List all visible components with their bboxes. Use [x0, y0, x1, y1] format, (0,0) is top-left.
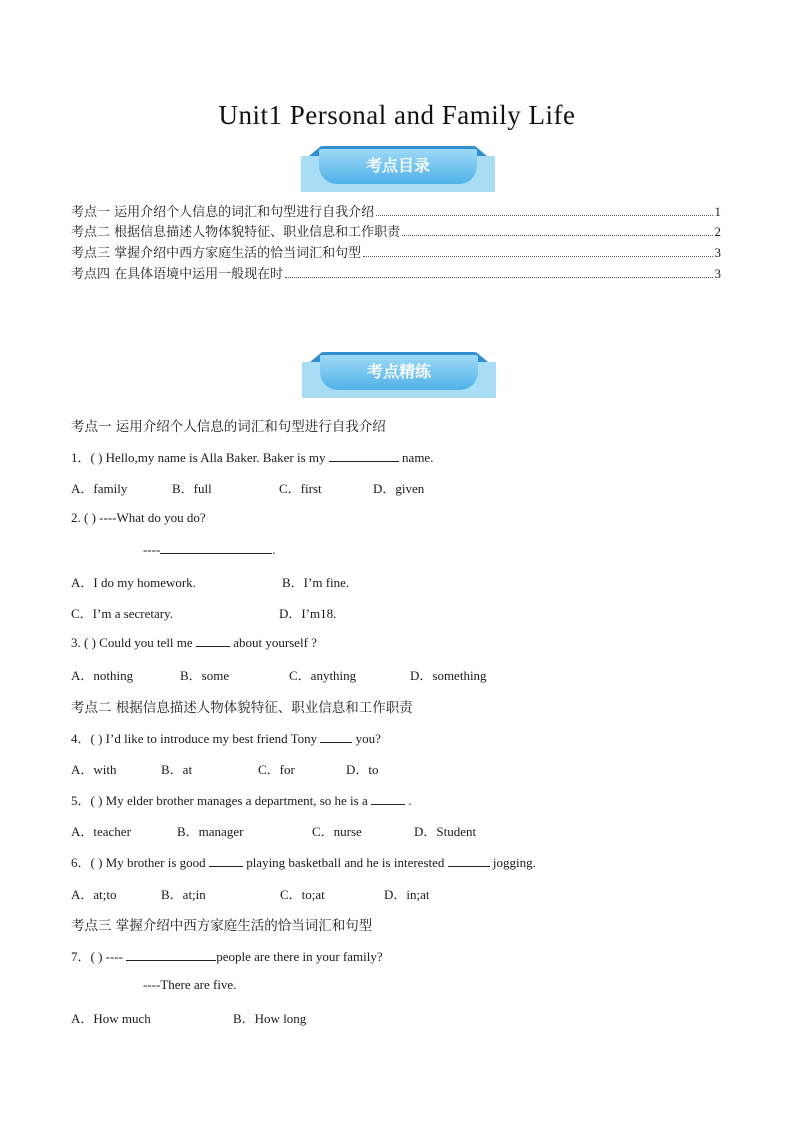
- option[interactable]: D．Student: [414, 824, 477, 839]
- toc-item[interactable]: 考点三 掌握介绍中西方家庭生活的恰当词汇和句型 3: [71, 245, 721, 261]
- option[interactable]: B．some: [180, 668, 230, 683]
- question-2: 2. ( ) ----What do you do?: [71, 510, 206, 525]
- option[interactable]: A．with: [71, 762, 117, 777]
- answer-blank[interactable]: [126, 948, 216, 961]
- answer-blank[interactable]: [196, 634, 230, 647]
- option[interactable]: A．at;to: [71, 887, 117, 902]
- option[interactable]: C．anything: [289, 668, 357, 683]
- answer-blank[interactable]: [371, 792, 405, 805]
- section-banner: [302, 352, 496, 400]
- option[interactable]: D．given: [373, 481, 425, 496]
- option[interactable]: B．How long: [233, 1011, 307, 1026]
- option[interactable]: B．full: [172, 481, 212, 496]
- document-title: Unit1 Personal and Family Life: [218, 100, 576, 130]
- option[interactable]: A．family: [71, 481, 128, 496]
- option[interactable]: A．How much: [71, 1011, 151, 1026]
- option[interactable]: D．in;at: [384, 887, 430, 902]
- option[interactable]: C．nurse: [312, 824, 362, 839]
- answer-blank[interactable]: [209, 854, 243, 867]
- question-5: 5．( ) My elder brother manages a department, so he is a .: [71, 793, 412, 808]
- answer-blank[interactable]: [320, 730, 352, 743]
- option[interactable]: C．to;at: [280, 887, 325, 902]
- option[interactable]: D．to: [346, 762, 379, 777]
- option[interactable]: C．first: [279, 481, 322, 496]
- option[interactable]: A．nothing: [71, 668, 134, 683]
- toc-item[interactable]: 考点二 根据信息描述人物体貌特征、职业信息和工作职责 2: [71, 224, 721, 240]
- question-1: 1．( ) Hello,my name is Alla Baker. Baker is my name.: [71, 450, 434, 465]
- answer-blank[interactable]: [329, 449, 399, 462]
- section-heading-1: 考点一 运用介绍个人信息的词汇和句型进行自我介绍: [71, 419, 386, 435]
- toc-item[interactable]: 考点四 在具体语境中运用一般现在时 3: [71, 266, 721, 282]
- answer-blank[interactable]: [448, 854, 490, 867]
- option[interactable]: C．I’m a secretary.: [71, 606, 174, 621]
- question-7: 7．( ) ---- people are there in your family?: [71, 949, 383, 964]
- question-4: 4．( ) I’d like to introduce my best friend Tony you?: [71, 731, 381, 746]
- option[interactable]: B．I’m fine.: [282, 575, 350, 590]
- question-7-reply: ----There are five.: [143, 977, 237, 992]
- option[interactable]: B．at: [161, 762, 193, 777]
- option[interactable]: D．something: [410, 668, 487, 683]
- toc-banner-label: 考点目录: [319, 146, 477, 184]
- question-3: 3. ( ) Could you tell me about yourself ?: [71, 635, 317, 650]
- toc-banner: [301, 146, 495, 194]
- option[interactable]: A．I do my homework.: [71, 575, 196, 590]
- question-6: 6．( ) My brother is good playing basketball and he is interested jogging.: [71, 855, 536, 870]
- answer-blank[interactable]: [160, 541, 272, 554]
- section-heading-2: 考点二 根据信息描述人物体貌特征、职业信息和工作职责: [71, 700, 413, 716]
- option[interactable]: A．teacher: [71, 824, 131, 839]
- option[interactable]: C．for: [258, 762, 295, 777]
- option[interactable]: B．manager: [177, 824, 244, 839]
- section-banner-label: 考点精练: [320, 352, 478, 390]
- option[interactable]: D．I’m18.: [279, 606, 337, 621]
- option[interactable]: B．at;in: [161, 887, 206, 902]
- section-heading-3: 考点三 掌握介绍中西方家庭生活的恰当词汇和句型: [71, 918, 373, 934]
- toc-item[interactable]: 考点一 运用介绍个人信息的词汇和句型进行自我介绍 1: [71, 204, 721, 220]
- question-2-reply: ---- .: [143, 542, 276, 557]
